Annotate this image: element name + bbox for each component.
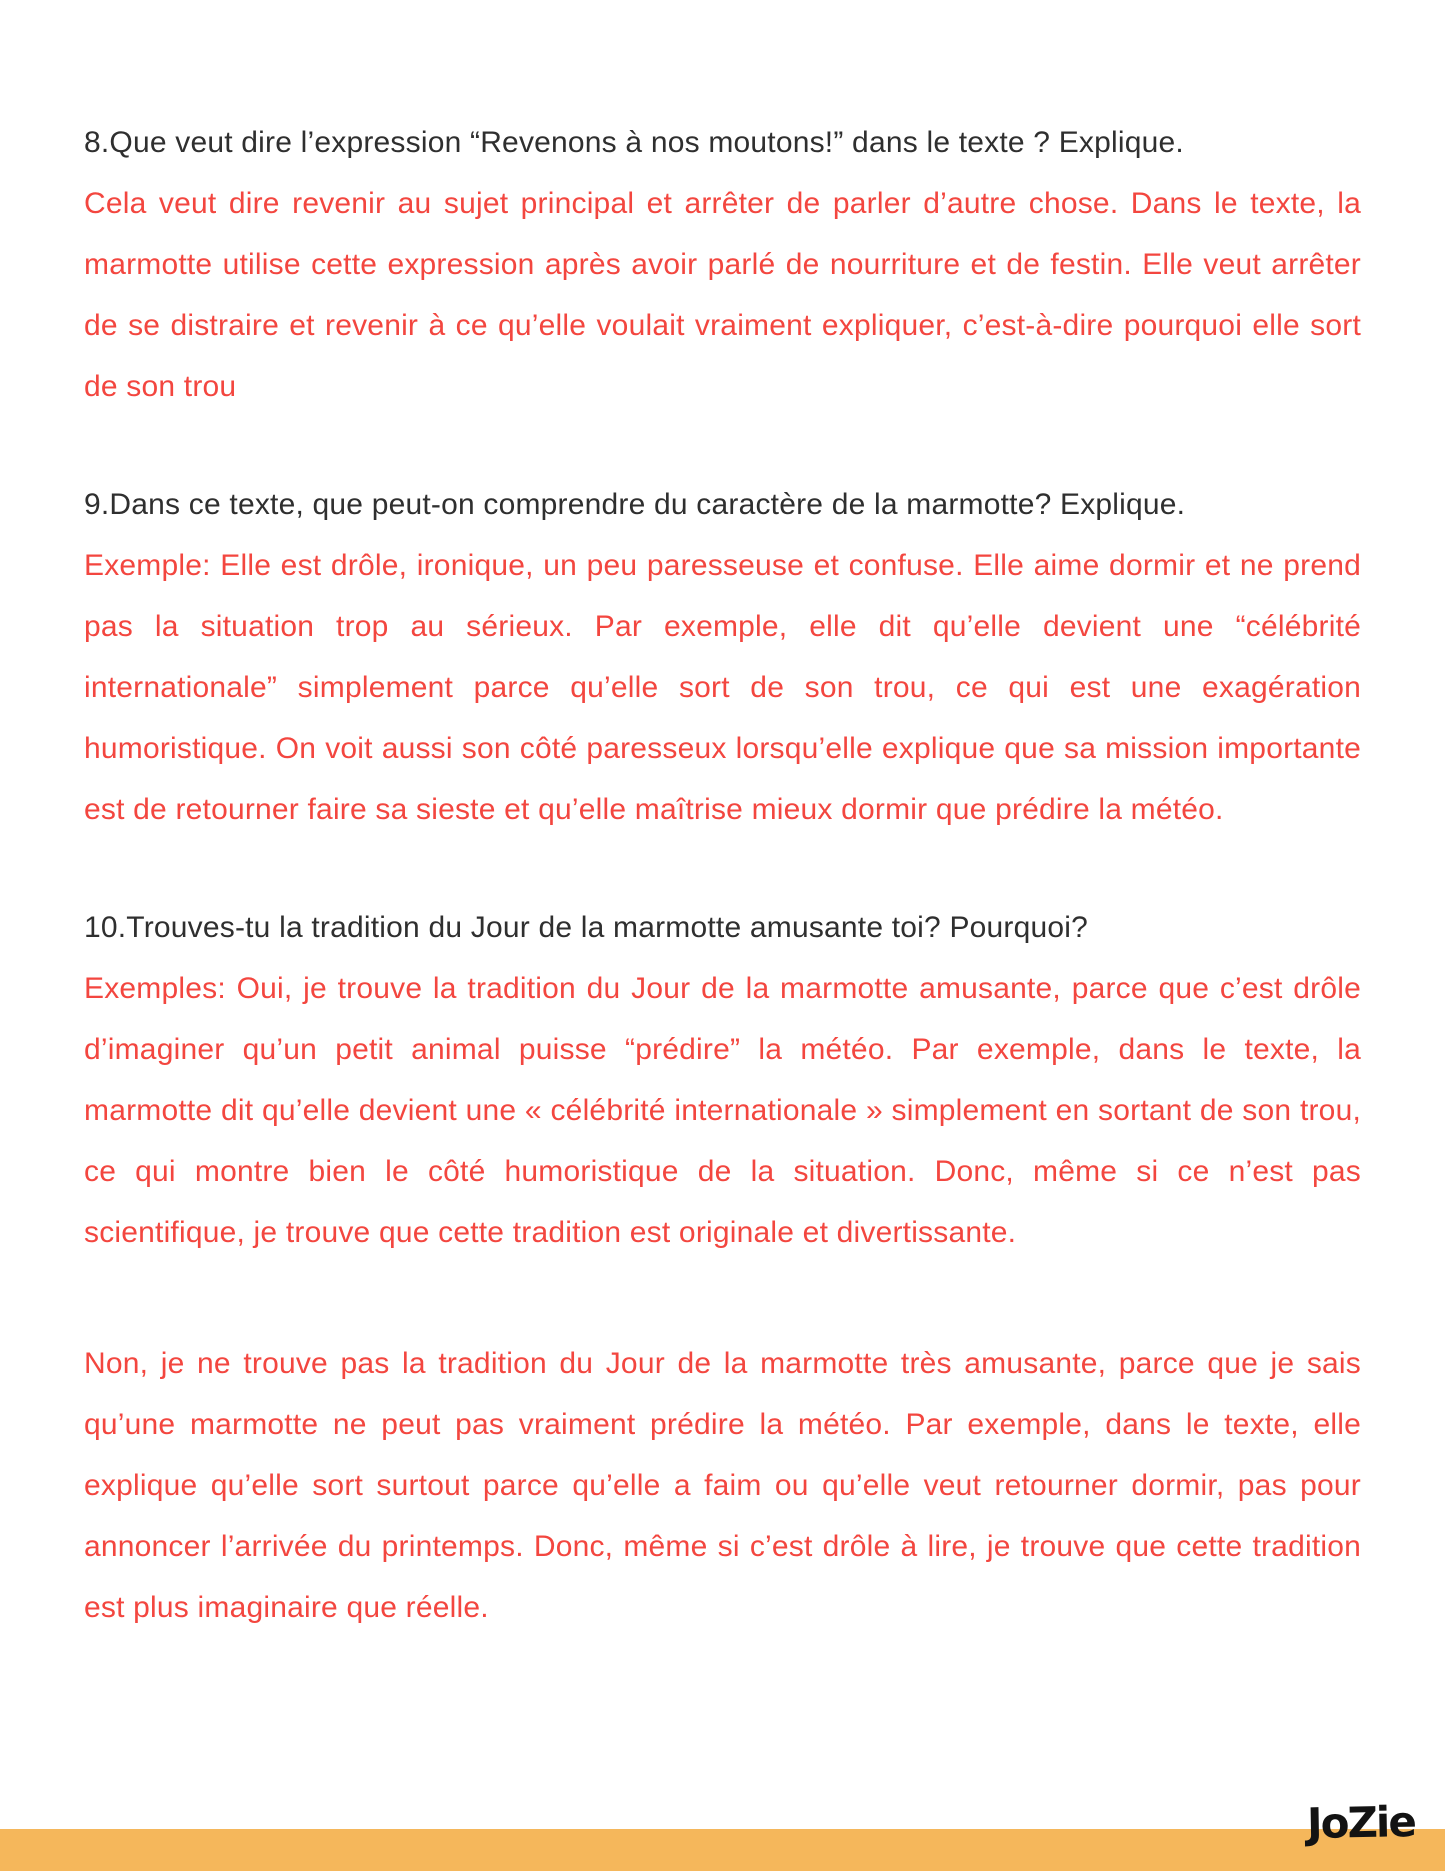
question-section <box>84 112 1361 417</box>
answer-text: Non, je ne trouve pas la tradition du Jour de la marmotte très amusante, parce que je sais qu’une marmotte ne peut pas vraiment prédire la météo. Par exemple, dans le texte, elle explique qu’elle sort surtout parce qu’elle a faim ou qu’elle veut retourner dormir, pas pour annoncer l’arrivée du printemps. Donc, même si c’est drôle à lire, je trouve que cette tradition est plus imaginaire que réelle. <box>84 1347 1361 1624</box>
answer-text: Exemple: Elle est drôle, ironique, un peu paresseuse et confuse. Elle aime dormir et ne prend pas la situation trop au sérieux. Par exemple, elle dit qu’elle devient une “célébrité internationale” simplement parce qu’elle sort de son trou, ce qui est une exagération humoristique. On voit aussi son côté paresseux lorsqu’elle explique que sa mission importante est de retourner faire sa sieste et qu’elle maîtrise mieux dormir que prédire la météo. <box>84 549 1361 826</box>
question-section <box>84 474 1361 840</box>
question-section <box>84 897 1361 1638</box>
bottom-accent-bar <box>0 1829 1445 1871</box>
question-text: 8.Que veut dire l’expression “Revenons à nos moutons!” dans le texte ? Explique. <box>84 126 1184 159</box>
question-text: 9.Dans ce texte, que peut-on comprendre du caractère de la marmotte? Explique. <box>84 488 1186 521</box>
question-text: 10.Trouves-tu la tradition du Jour de la marmotte amusante toi? Pourquoi? <box>84 911 1089 944</box>
answer-text: Exemples: Oui, je trouve la tradition du Jour de la marmotte amusante, parce que c’est drôle d’imaginer qu’un petit animal puisse “prédire” la météo. Par exemple, dans le texte, la marmotte dit qu’elle devient une « célébrité internationale » simplement en sortant de son trou, ce qui montre bien le côté humoristique de la situation. Donc, même si ce n’est pas scientifique, je trouve que cette tradition est originale et divertissante. <box>84 972 1361 1249</box>
jozie-logo: JoZie <box>1306 1797 1416 1848</box>
answer-text: Cela veut dire revenir au sujet principal et arrêter de parler d’autre chose. Dans le texte, la marmotte utilise cette expression après avoir parlé de nourriture et de festin. Elle veut arrêter de se distraire et revenir à ce qu’elle voulait vraiment expliquer, c’est-à-dire pourquoi elle sort de son trou <box>84 187 1361 403</box>
